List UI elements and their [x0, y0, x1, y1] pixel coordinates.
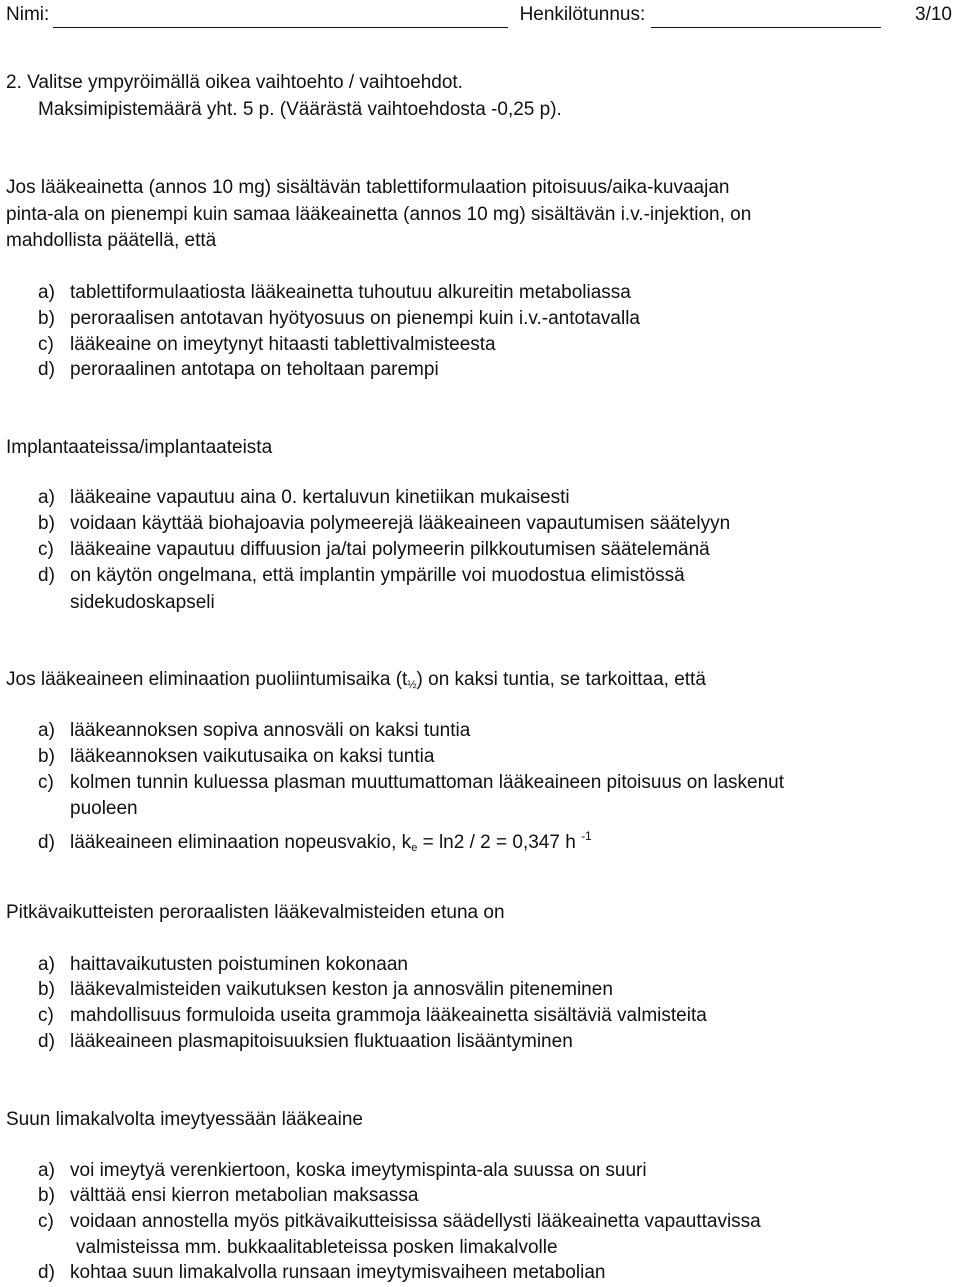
option-letter: d) — [38, 1262, 55, 1283]
option-text: tablettiformulaatiosta lääkeainetta tuhoutuu alkureitin metaboliassa — [70, 282, 631, 303]
option-letter: c) — [38, 772, 54, 793]
e-subscript: e — [411, 842, 418, 854]
q5-option-c-continuation: valmisteissa mm. bukkaalitableteissa posken limakalvolle — [76, 1237, 558, 1258]
q1-stem-line-2: pinta-ala on pienempi kuin samaa lääkeainetta (annos 10 mg) sisältävän i.v.-injektion, on — [6, 204, 752, 225]
option-letter: d) — [38, 1031, 55, 1052]
option-letter: c) — [38, 1211, 54, 1232]
option-text: lääkeaineen plasmapitoisuuksien fluktuaation lisääntyminen — [70, 1031, 573, 1052]
q2-option-a[interactable] — [38, 485, 570, 511]
option-letter: d) — [38, 565, 55, 586]
half-subscript: ½ — [407, 679, 417, 691]
option-text: lääkeaine vapautuu aina 0. kertaluvun kinetiikan mukaisesti — [70, 487, 570, 508]
option-text: lääkevalmisteiden vaikutuksen keston ja annosvälin piteneminen — [70, 979, 613, 1000]
q3-stem — [6, 667, 706, 698]
q3-option-c-continuation: puoleen — [70, 798, 138, 819]
option-text: haittavaikutusten poistuminen kokonaan — [70, 954, 409, 975]
instruction-line-1: 2. Valitse ympyröimällä oikea vaihtoehto / vaihtoehdot. — [6, 72, 463, 93]
q1-option-d[interactable] — [38, 357, 439, 383]
option-text: peroraalinen antotapa on teholtaan parempi — [70, 359, 439, 380]
option-text: kohtaa suun limakalvolla runsaan imeytymisvaiheen metabolian — [70, 1262, 606, 1283]
option-text: välttää ensi kierron metabolian maksassa — [70, 1185, 419, 1206]
q1-option-b[interactable] — [38, 306, 640, 332]
option-text: on käytön ongelmana, että implantin ympärille voi muodostua elimistössä — [70, 565, 685, 586]
option-text-pre: lääkeaineen eliminaation nopeusvakio, k — [70, 832, 412, 853]
option-letter: a) — [38, 1160, 55, 1181]
q4-stem: Pitkävaikutteisten peroraalisten lääkevalmisteiden etuna on — [6, 902, 505, 923]
q5-option-b[interactable] — [38, 1183, 419, 1209]
q1-stem-line-3: mahdollista päätellä, että — [6, 230, 217, 251]
option-letter: b) — [38, 746, 55, 767]
option-letter: a) — [38, 954, 55, 975]
q5-stem: Suun limakalvolta imeytyessään lääkeaine — [6, 1109, 363, 1130]
q1-option-c[interactable] — [38, 332, 496, 358]
option-letter: b) — [38, 308, 55, 329]
option-letter: c) — [38, 539, 54, 560]
option-letter: d) — [38, 832, 55, 853]
option-text: lääkeaine on imeytynyt hitaasti tablettivalmisteesta — [70, 334, 496, 355]
q3-option-a[interactable] — [38, 718, 470, 744]
q1-stem-line-1: Jos lääkeainetta (annos 10 mg) sisältävän tablettiformulaation pitoisuus/aika-kuvaajan — [6, 177, 730, 198]
q4-option-d[interactable] — [38, 1029, 573, 1055]
q5-option-a[interactable] — [38, 1158, 647, 1184]
option-text: voidaan käyttää biohajoavia polymeerejä lääkeaineen vapautumisen säätelyyn — [70, 513, 731, 534]
minus-one-superscript: -1 — [581, 829, 592, 843]
option-letter: a) — [38, 282, 55, 303]
option-text: lääkeannoksen vaikutusaika on kaksi tuntia — [70, 746, 435, 767]
page-number: 3/10 — [915, 4, 952, 25]
option-letter: b) — [38, 513, 55, 534]
option-letter: b) — [38, 1185, 55, 1206]
q1-option-a[interactable] — [38, 280, 631, 306]
q3-stem-pre: Jos lääkeaineen eliminaation puoliintumisaika (t — [6, 669, 408, 690]
q4-option-b[interactable] — [38, 977, 613, 1003]
q3-option-b[interactable] — [38, 744, 434, 770]
q4-option-a[interactable] — [38, 952, 408, 978]
name-label: Nimi: — [6, 4, 50, 25]
option-letter: d) — [38, 359, 55, 380]
header-line — [6, 2, 899, 28]
q2-option-c[interactable] — [38, 537, 710, 563]
option-letter: a) — [38, 720, 55, 741]
option-text: voidaan annostella myös pitkävaikutteisissa säädellysti lääkeainetta vapauttavissa — [70, 1211, 761, 1232]
q4-option-c[interactable] — [38, 1003, 707, 1029]
option-letter: c) — [38, 1005, 54, 1026]
q2-stem: Implantaateissa/implantaateista — [6, 437, 273, 458]
option-text: peroraalisen antotavan hyötyosuus on pienempi kuin i.v.-antotavalla — [70, 308, 640, 329]
instruction-line-2: Maksimipistemäärä yht. 5 p. (Väärästä vaihtoehdosta -0,25 p). — [38, 99, 562, 120]
q2-option-b[interactable] — [38, 511, 730, 537]
q3-stem-post: ) on kaksi tuntia, se tarkoittaa, että — [416, 669, 706, 690]
option-text: mahdollisuus formuloida useita grammoja lääkeainetta sisältäviä valmisteita — [70, 1005, 707, 1026]
id-label: Henkilötunnus: — [519, 4, 646, 25]
name-blank[interactable] — [53, 8, 508, 28]
q5-option-d[interactable] — [38, 1260, 605, 1286]
id-blank[interactable] — [651, 8, 881, 28]
option-letter: c) — [38, 334, 54, 355]
option-text: lääkeannoksen sopiva annosväli on kaksi tuntia — [70, 720, 471, 741]
q3-option-c[interactable] — [38, 770, 784, 796]
option-letter: b) — [38, 979, 55, 1000]
q2-option-d-continuation: sidekudoskapseli — [70, 592, 215, 613]
option-text: kolmen tunnin kuluessa plasman muuttumattoman lääkeaineen pitoisuus on laskenut — [70, 772, 784, 793]
option-text: lääkeaine vapautuu diffuusion ja/tai polymeerin pilkkoutumisen säätelemänä — [70, 539, 710, 560]
q5-option-c[interactable] — [38, 1209, 761, 1235]
q2-option-d[interactable] — [38, 563, 685, 589]
option-letter: a) — [38, 487, 55, 508]
q3-option-d[interactable] — [38, 823, 592, 861]
option-text-post: = ln2 / 2 = 0,347 h — [417, 832, 582, 853]
option-text: voi imeytyä verenkiertoon, koska imeytymispinta-ala suussa on suuri — [70, 1160, 647, 1181]
